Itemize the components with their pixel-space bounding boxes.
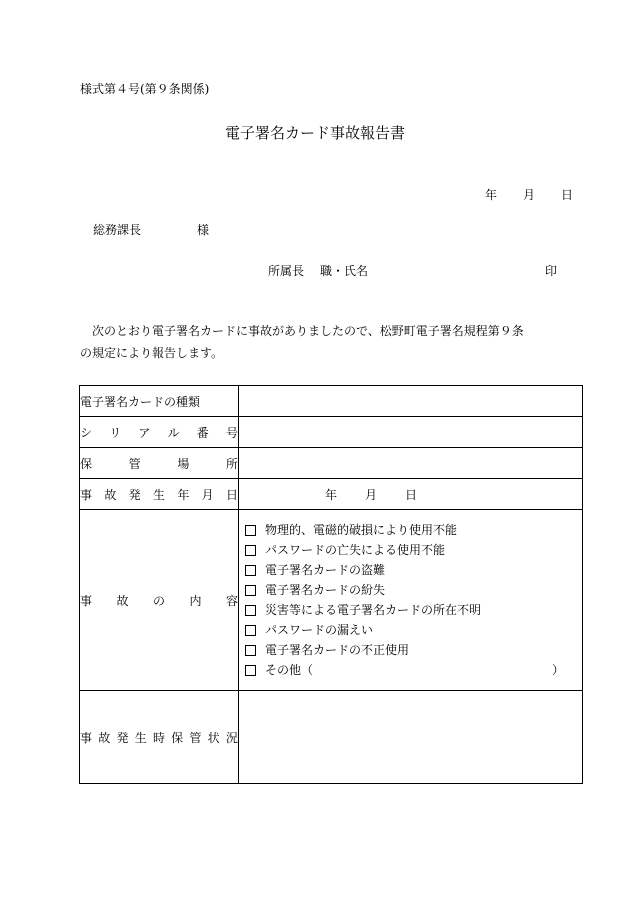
storage-status-label-char: 発: [116, 730, 129, 745]
table-row: [80, 479, 583, 510]
checkbox-icon[interactable]: [245, 645, 256, 656]
card-type-label: 電子署名カードの種類: [80, 394, 201, 409]
incident-content-options-cell: [239, 510, 583, 691]
storage-label: [80, 455, 238, 472]
incident-date-label-char: 故: [104, 487, 117, 502]
serial-label-char: ル: [167, 425, 180, 440]
option-label: 物理的、電磁的破損により使用不能: [265, 523, 458, 537]
option-password-lost[interactable]: [245, 540, 582, 560]
checkbox-icon[interactable]: [245, 545, 256, 556]
addressee-line: [93, 221, 209, 238]
date-month-label: 月: [522, 188, 535, 202]
storage-status-label-char: 事: [80, 730, 93, 745]
page-title: 電子署名カード事故報告書: [224, 124, 405, 142]
option-label: パスワードの漏えい: [265, 623, 374, 637]
incident-content-label-char: 事: [80, 593, 93, 608]
incident-date-label-cell: [80, 479, 239, 510]
sender-line: [268, 262, 368, 279]
incident-month-label: 月: [365, 487, 378, 502]
other-close-paren: ）: [551, 663, 564, 677]
option-label: 電子署名カードの盗難: [265, 563, 386, 577]
incident-options-list: [239, 517, 582, 683]
incident-content-label-char: の: [152, 593, 165, 608]
serial-label-char: シ: [80, 425, 93, 440]
report-table: [79, 385, 583, 784]
position-name-label: 職・氏名: [320, 264, 369, 278]
storage-status-label-char: 生: [134, 730, 147, 745]
storage-status-label-char: 状: [207, 730, 220, 745]
incident-year-label: 年: [325, 487, 338, 502]
date-year-label: 年: [484, 188, 497, 202]
checkbox-icon[interactable]: [245, 525, 256, 536]
card-type-label-cell: [80, 386, 239, 417]
incident-date-value-cell[interactable]: [239, 479, 583, 510]
affiliation-head: 所属長: [268, 264, 305, 278]
option-physical-damage[interactable]: [245, 520, 582, 540]
serial-label: [80, 424, 238, 441]
statement-line-2: の規定により報告します。: [80, 346, 224, 360]
table-row: [80, 691, 583, 784]
serial-label-char: ア: [138, 425, 151, 440]
seal-mark: 印: [545, 264, 558, 278]
option-label: 電子署名カードの紛失: [265, 583, 386, 597]
checkbox-icon[interactable]: [245, 625, 256, 636]
incident-date-label-char: 年: [177, 487, 190, 502]
option-label: 電子署名カードの不正使用: [265, 643, 410, 657]
incident-date-fields: [239, 486, 582, 503]
storage-status-label-char: 管: [189, 730, 202, 745]
statement-line-1: 次のとおり電子署名カードに事故がありましたので、松野町電子署名規程第９条: [92, 324, 524, 338]
checkbox-icon[interactable]: [245, 605, 256, 616]
option-label: 災害等による電子署名カードの所在不明: [265, 603, 482, 617]
option-label: その他（: [265, 663, 314, 677]
incident-content-label-cell: [80, 510, 239, 691]
storage-label-cell: [80, 448, 239, 479]
addressee: 総務課長: [93, 223, 142, 237]
report-date: [485, 186, 573, 203]
incident-date-label-char: 日: [225, 487, 238, 502]
option-disaster-missing[interactable]: [245, 600, 582, 620]
storage-label-char: 場: [177, 456, 190, 471]
storage-label-char: 所: [225, 456, 238, 471]
checkbox-icon[interactable]: [245, 665, 256, 676]
incident-content-label: [80, 592, 238, 609]
storage-value-cell[interactable]: [239, 448, 583, 479]
table-row: [80, 448, 583, 479]
serial-label-char: 号: [225, 425, 238, 440]
honorific: 様: [197, 223, 210, 237]
storage-status-label: [80, 729, 238, 746]
incident-date-label-char: 生: [152, 487, 165, 502]
storage-status-label-char: 故: [98, 730, 111, 745]
option-label: パスワードの亡失による使用不能: [265, 543, 446, 557]
serial-value-cell[interactable]: [239, 417, 583, 448]
option-loss[interactable]: [245, 580, 582, 600]
table-row: [80, 386, 583, 417]
table-row: [80, 510, 583, 691]
option-unauthorized-use[interactable]: [245, 640, 582, 660]
option-theft[interactable]: [245, 560, 582, 580]
incident-content-label-char: 容: [225, 593, 238, 608]
date-day-label: 日: [560, 188, 573, 202]
checkbox-icon[interactable]: [245, 565, 256, 576]
incident-date-label-char: 月: [201, 487, 214, 502]
incident-content-label-char: 内: [189, 593, 202, 608]
serial-label-char: リ: [109, 425, 122, 440]
serial-label-char: 番: [196, 425, 209, 440]
incident-date-label-char: 発: [128, 487, 141, 502]
storage-status-label-cell: [80, 691, 239, 784]
storage-status-label-char: 保: [171, 730, 184, 745]
form-number: 様式第４号(第９条関係): [80, 82, 210, 96]
report-statement: [80, 320, 585, 364]
incident-date-label-char: 事: [80, 487, 93, 502]
storage-label-char: 管: [128, 456, 141, 471]
card-type-value-cell[interactable]: [239, 386, 583, 417]
table-row: [80, 417, 583, 448]
storage-status-label-char: 時: [152, 730, 165, 745]
option-password-leak[interactable]: [245, 620, 582, 640]
storage-label-char: 保: [80, 456, 93, 471]
storage-status-label-char: 況: [225, 730, 238, 745]
incident-day-label: 日: [405, 487, 418, 502]
serial-label-cell: [80, 417, 239, 448]
incident-date-label: [80, 486, 238, 503]
checkbox-icon[interactable]: [245, 585, 256, 596]
storage-status-value-cell[interactable]: [239, 691, 583, 784]
option-other[interactable]: [245, 660, 582, 680]
incident-content-label-char: 故: [116, 593, 129, 608]
